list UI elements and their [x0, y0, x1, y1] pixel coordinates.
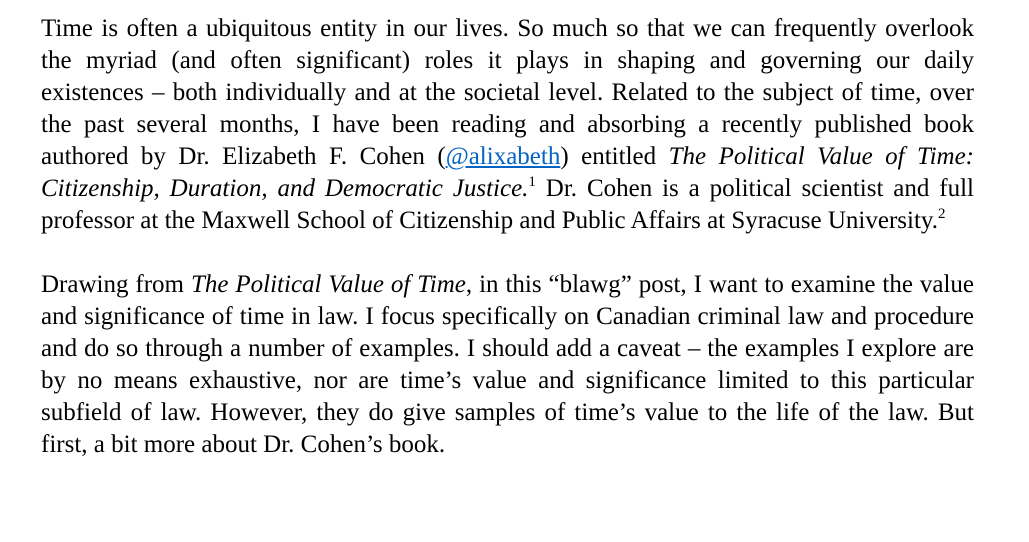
footnote-1[interactable]: 1: [528, 174, 536, 190]
book-title: The Political Value of Time: Citizenship, Duration, and Democratic Justice.: [41, 143, 975, 202]
book-title-short: The Political Value of Time: [190, 271, 466, 298]
purpose-text: , in this “blawg” post, I want to examine the value and significance of time in law. I focus specifically on Canadian criminal law and procedure and do so through a number of examples. I should add a caveat – the examples I explore are by no means exhaustive, nor are time’s value and significance limited to this particular subfield of law. However, they do give samples of time’s value to the life of the law. But first, a bit more about Dr. Cohen’s book.: [41, 271, 974, 458]
intro-text-entitled: ) entitled: [560, 143, 669, 170]
paragraph-purpose: [41, 269, 974, 461]
twitter-handle-link[interactable]: @alixabeth: [445, 143, 561, 170]
intro-text: Time is often a ubiquitous entity in our lives. So much so that we can frequently overlook the myriad (and often significant) roles it plays in shaping and governing our daily existences – both individually and at the societal level. Related to the subject of time, over the past several months, I have been reading and absorbing a recently published book authored by Dr. Elizabeth F. Cohen (: [41, 15, 974, 170]
paragraph-intro: [41, 13, 974, 237]
purpose-text-start: Drawing from: [41, 271, 191, 298]
footnote-2[interactable]: 2: [938, 206, 946, 222]
author-description: Dr. Cohen is a political scientist and full professor at the Maxwell School of Citizenship and Public Affairs at Syracuse University.: [41, 175, 974, 234]
